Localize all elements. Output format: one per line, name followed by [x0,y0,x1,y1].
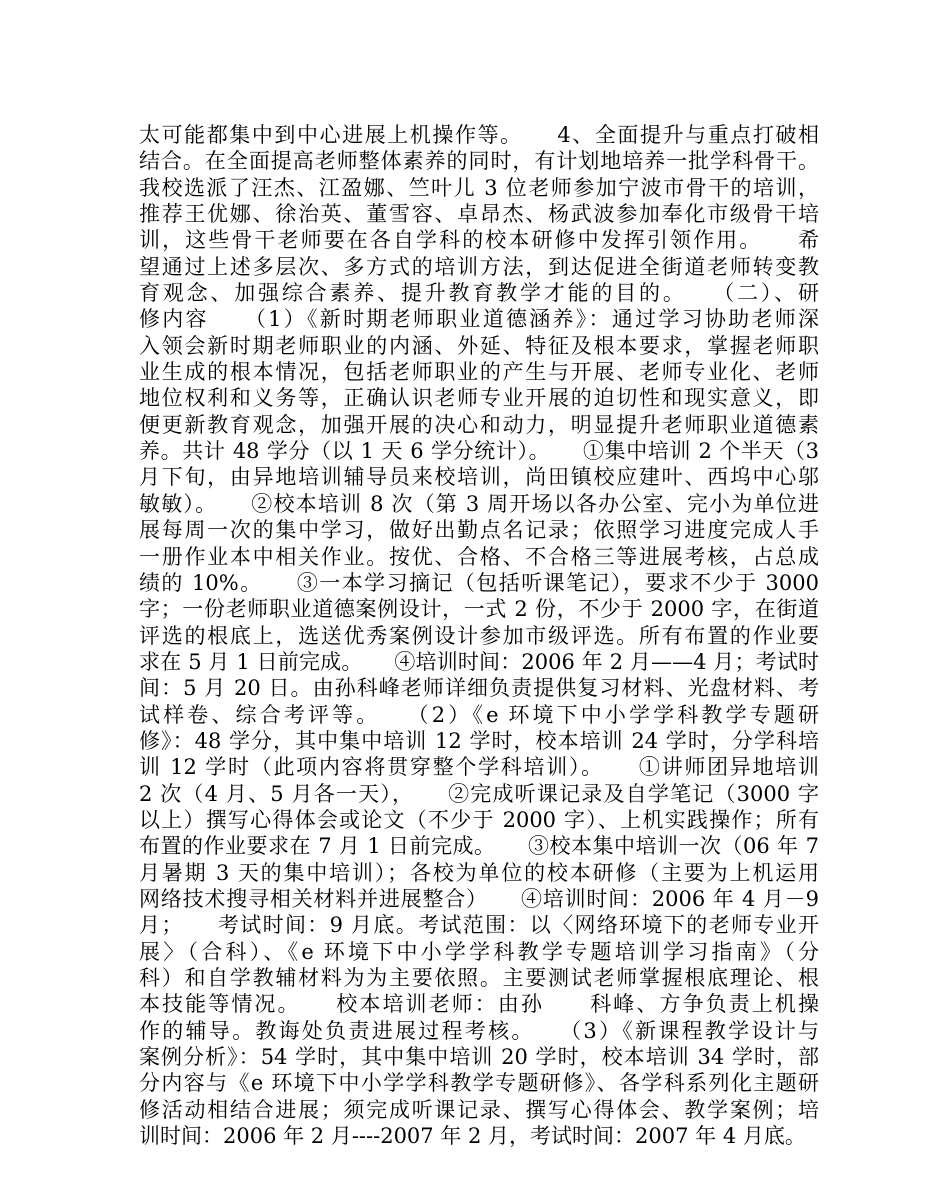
text-line: 间：5 月 20 日。由孙科峰老师详细负责提供复习材料、光盘材料、考 [139,676,819,701]
text-line: 评选的根底上，选送优秀案例设计参加市级评选。所有布置的作业要 [139,623,819,648]
text-line: 便更新教育观念，加强开展的决心和动力，明显提升老师职业道德素 [139,412,819,437]
text-line: 结合。在全面提高老师整体素养的同时，有计划地培养一批学科骨干。 [139,149,819,174]
text-line: 训时间：2006 年 2 月----2007 年 2 月，考试时间：2007 年 4 月底。 [139,1124,806,1149]
text-line: 作的辅导。教诲处负责进展过程考核。 （3）《新课程教学设计与 [139,1018,819,1043]
text-line: 修》：48 学分，其中集中培训 12 学时，校本培训 24 学时，分学科培 [139,728,819,753]
text-line: 一册作业本中相关作业。按优、合格、不合格三等进展考核，占总成 [139,544,819,569]
text-line: 月暑期 3 天的集中培训）；各校为单位的校本研修（主要为上机运用 [139,860,819,885]
text-line: 网络技术搜寻相关材料并进展整合） ④培训时间：2006 年 4 月－9 [139,886,819,911]
text-line: 科）和自学教辅材料为为主要依照。主要测试老师掌握根底理论、根 [139,966,819,990]
text-line: 以上）撰写心得体会或论文（不少于 2000 字）、上机实践操作；所有 [139,807,819,832]
text-line: 案例分析》：54 学时，其中集中培训 20 学时，校本培训 34 学时，部 [139,1045,819,1070]
text-line: 展每周一次的集中学习，做好出勤点名记录；依照学习进度完成人手 [139,518,819,543]
text-line: 修活动相结合进展；须完成听课记录、撰写心得体会、教学案例；培 [139,1097,819,1122]
text-line: 太可能都集中到中心进展上机操作等。 4、全面提升与重点打破相 [139,123,819,147]
text-line: 求在 5 月 1 日前完成。 ④培训时间：2006 年 2 月——4 月；考试时 [139,649,819,674]
text-line: 试样卷、综合考评等。 （2）《e 环境下中小学学科教学专题研 [139,702,819,727]
text-line: 布置的作业要求在 7 月 1 日前完成。 ③校本集中培训一次（06 年 7 [139,834,819,859]
text-line: 训 12 学时（此项内容将贯穿整个学科培训）。 ①讲师团异地培训 [139,755,819,780]
text-line: 修内容 （1）《新时期老师职业道德涵养》：通过学习协助老师深 [139,307,819,332]
text-line: 入领会新时期老师职业的内涵、外延、特征及根本要求，掌握老师职 [139,333,819,358]
text-line: 字；一份老师职业道德案例设计，一式 2 份，不少于 2000 字，在街道 [139,597,819,622]
text-line: 我校选派了汪杰、江盈娜、竺叶儿 3 位老师参加宁波市骨干的培训， [139,175,819,200]
text-line: 养。共计 48 学分（以 1 天 6 学分统计）。 ①集中培训 2 个半天（3 [139,439,819,464]
document-body [139,122,819,1149]
text-line: 月下旬，由异地培训辅导员来校培训，尚田镇校应建叶、西坞中心邬 [139,465,819,490]
text-line: 2 次（4 月、5 月各一天）， ②完成听课记录及自学笔记（3000 字 [139,781,819,806]
text-line: 望通过上述多层次、多方式的培训方法，到达促进全街道老师转变教 [139,254,819,279]
text-line: 绩的 10%。 ③一本学习摘记（包括听课笔记），要求不少于 3000 [139,570,819,595]
text-line: 育观念、加强综合素养、提升教育教学才能的目的。 （二）、研 [139,281,819,306]
text-line: 训，这些骨干老师要在各自学科的校本研修中发挥引领作用。 希 [139,228,819,253]
text-line: 推荐王优娜、徐治英、董雪容、卓昂杰、杨武波参加奉化市级骨干培 [139,202,819,227]
text-line: 分内容与《e 环境下中小学学科教学专题研修》、各学科系列化主题研 [139,1071,819,1096]
text-line: 本技能等情况。 校本培训老师：由孙 科峰、方争负责上机操 [139,992,819,1017]
text-line: 月； 考试时间：9 月底。考试范围：以〈网络环境下的老师专业开 [139,913,819,938]
text-line: 业生成的根本情况，包括老师职业的产生与开展、老师专业化、老师 [139,360,819,385]
text-line: 地位权利和义务等，正确认识老师专业开展的迫切性和现实意义，即 [139,386,819,411]
text-line: 展〉（合科）、《e 环境下中小学学科教学专题培训学习指南》（分 [139,939,819,964]
text-line: 敏敏）。 ②校本培训 8 次（第 3 周开场以各办公室、完小为单位进 [139,491,819,516]
